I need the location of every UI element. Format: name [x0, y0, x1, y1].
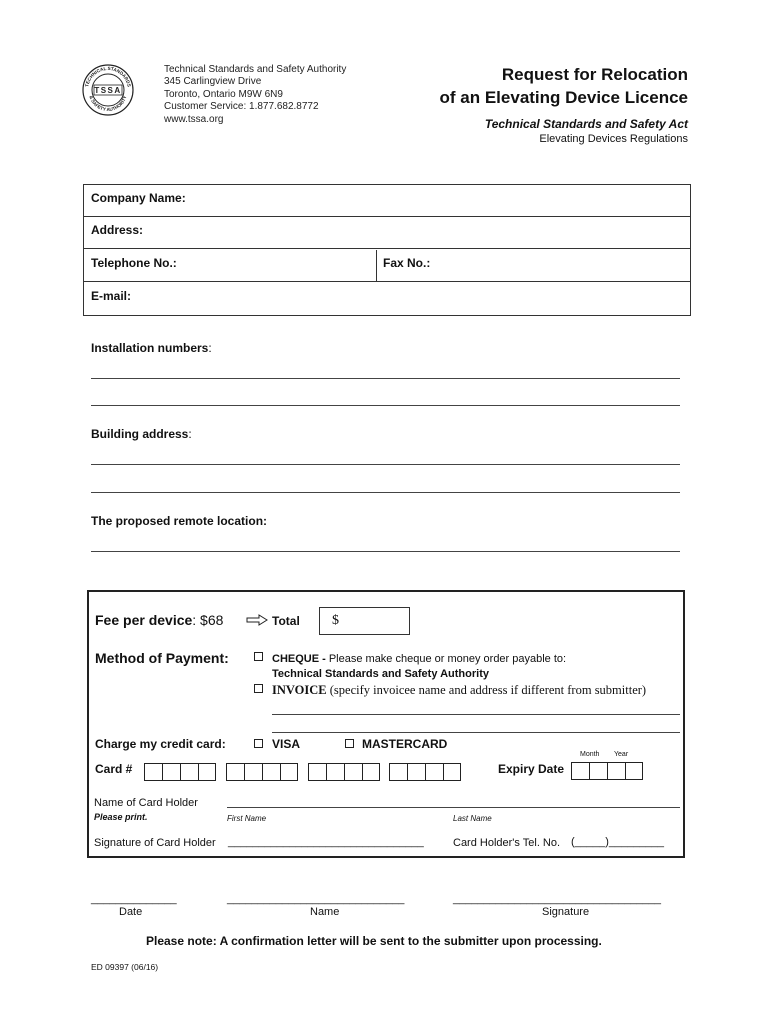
total-label: Total — [272, 614, 300, 628]
name-line[interactable]: _____________________________ — [227, 893, 405, 905]
telephone-field[interactable] — [84, 250, 690, 282]
fax-label: Fax No.: — [383, 256, 431, 270]
form-id: ED 09397 (06/16) — [91, 962, 159, 972]
month-label: Month — [580, 751, 600, 758]
date-line[interactable]: ______________ — [91, 893, 177, 905]
expiry-date-label: Expiry Date — [498, 762, 565, 776]
card-holder-name-line[interactable] — [227, 807, 680, 808]
signature-line[interactable]: ________________________________ — [228, 836, 424, 848]
name-caption: Name — [310, 906, 340, 918]
signature-label: Signature of Card Holder — [94, 837, 216, 849]
building-line-1[interactable] — [91, 464, 680, 465]
submitter-signature-line[interactable]: __________________________________ — [453, 893, 662, 905]
installation-line-1[interactable] — [91, 378, 680, 379]
fee-per-device — [95, 612, 223, 628]
regulation-name: Elevating Devices Regulations — [539, 133, 688, 145]
fax-field[interactable] — [376, 250, 430, 281]
svg-text:& SAFETY AUTHORITY: & SAFETY AUTHORITY — [88, 95, 128, 113]
last-name-caption: Last Name — [453, 814, 492, 823]
card-holder-tel-label: Card Holder's Tel. No. — [453, 837, 561, 849]
mastercard-label: MASTERCARD — [362, 737, 448, 751]
first-name-caption: First Name — [227, 814, 267, 823]
fee-value: : $68 — [192, 612, 224, 628]
card-holder-name-label: Name of Card Holder — [94, 797, 198, 809]
fee-label: Fee per device — [95, 612, 193, 628]
card-number-label: Card # — [95, 762, 133, 776]
mastercard-checkbox[interactable] — [345, 739, 354, 748]
card-number-group-1[interactable] — [144, 763, 216, 781]
credit-card-label: Charge my credit card: — [95, 737, 226, 751]
email-label: E-mail: — [91, 289, 132, 303]
cheque-option: CHEQUE - Please make cheque or money order payable to: — [272, 653, 567, 665]
telephone-label: Telephone No.: — [91, 256, 177, 270]
form-title — [440, 63, 688, 109]
address-field[interactable] — [84, 217, 690, 249]
installation-numbers-label: Installation numbers: — [91, 341, 212, 355]
act-name: Technical Standards and Safety Act — [484, 117, 688, 131]
remote-location-label: The proposed remote location: — [91, 514, 268, 528]
card-holder-tel-field[interactable]: (_____)_________ — [571, 836, 664, 848]
installation-line-2[interactable] — [91, 405, 680, 406]
card-number-group-2[interactable] — [226, 763, 298, 781]
signature-caption: Signature — [542, 906, 590, 918]
title-line-1: Request for Relocation — [501, 65, 688, 84]
org-name: Technical Standards and Safety Authority — [164, 64, 347, 75]
method-of-payment-label: Method of Payment: — [95, 650, 229, 666]
email-field[interactable] — [84, 283, 690, 315]
svg-text:TSSA: TSSA — [94, 86, 122, 95]
company-info-box — [83, 184, 691, 316]
date-caption: Date — [119, 906, 143, 918]
company-name-field[interactable] — [84, 185, 690, 217]
org-website: www.tssa.org — [164, 113, 224, 125]
address-label: Address: — [91, 223, 144, 237]
please-print-note: Please print. — [94, 812, 148, 822]
confirmation-note: Please note: A confirmation letter will be sent to the submitter upon processing. — [146, 934, 602, 948]
year-label: Year — [614, 751, 629, 758]
total-field[interactable]: $ — [319, 607, 410, 635]
visa-checkbox[interactable] — [254, 739, 263, 748]
building-address-label: Building address: — [91, 427, 192, 441]
invoice-checkbox[interactable] — [254, 684, 263, 693]
expiry-date-cells[interactable] — [571, 762, 643, 780]
remote-location-line[interactable] — [91, 551, 680, 552]
arrow-right-icon — [246, 614, 268, 626]
payee-name: Technical Standards and Safety Authority — [272, 668, 489, 680]
card-number-group-3[interactable] — [308, 763, 380, 781]
invoice-option: INVOICE (specify invoicee name and address if different from submitter) — [272, 683, 647, 697]
visa-label: VISA — [272, 737, 301, 751]
card-number-group-4[interactable] — [389, 763, 461, 781]
invoice-line-1[interactable] — [272, 714, 680, 715]
company-name-label: Company Name: — [91, 191, 186, 205]
org-city: Toronto, Ontario M9W 6N9 — [164, 88, 283, 100]
org-street: 345 Carlingview Drive — [164, 76, 262, 88]
organization-address — [164, 64, 346, 126]
cheque-checkbox[interactable] — [254, 652, 263, 661]
svg-text:TECHNICAL STANDARDS: TECHNICAL STANDARDS — [84, 65, 132, 88]
building-line-2[interactable] — [91, 492, 680, 493]
invoice-line-2[interactable] — [272, 732, 680, 733]
org-phone: Customer Service: 1.877.682.8772 — [164, 101, 319, 113]
tssa-logo — [82, 64, 134, 116]
title-line-2: of an Elevating Device Licence — [439, 88, 688, 107]
